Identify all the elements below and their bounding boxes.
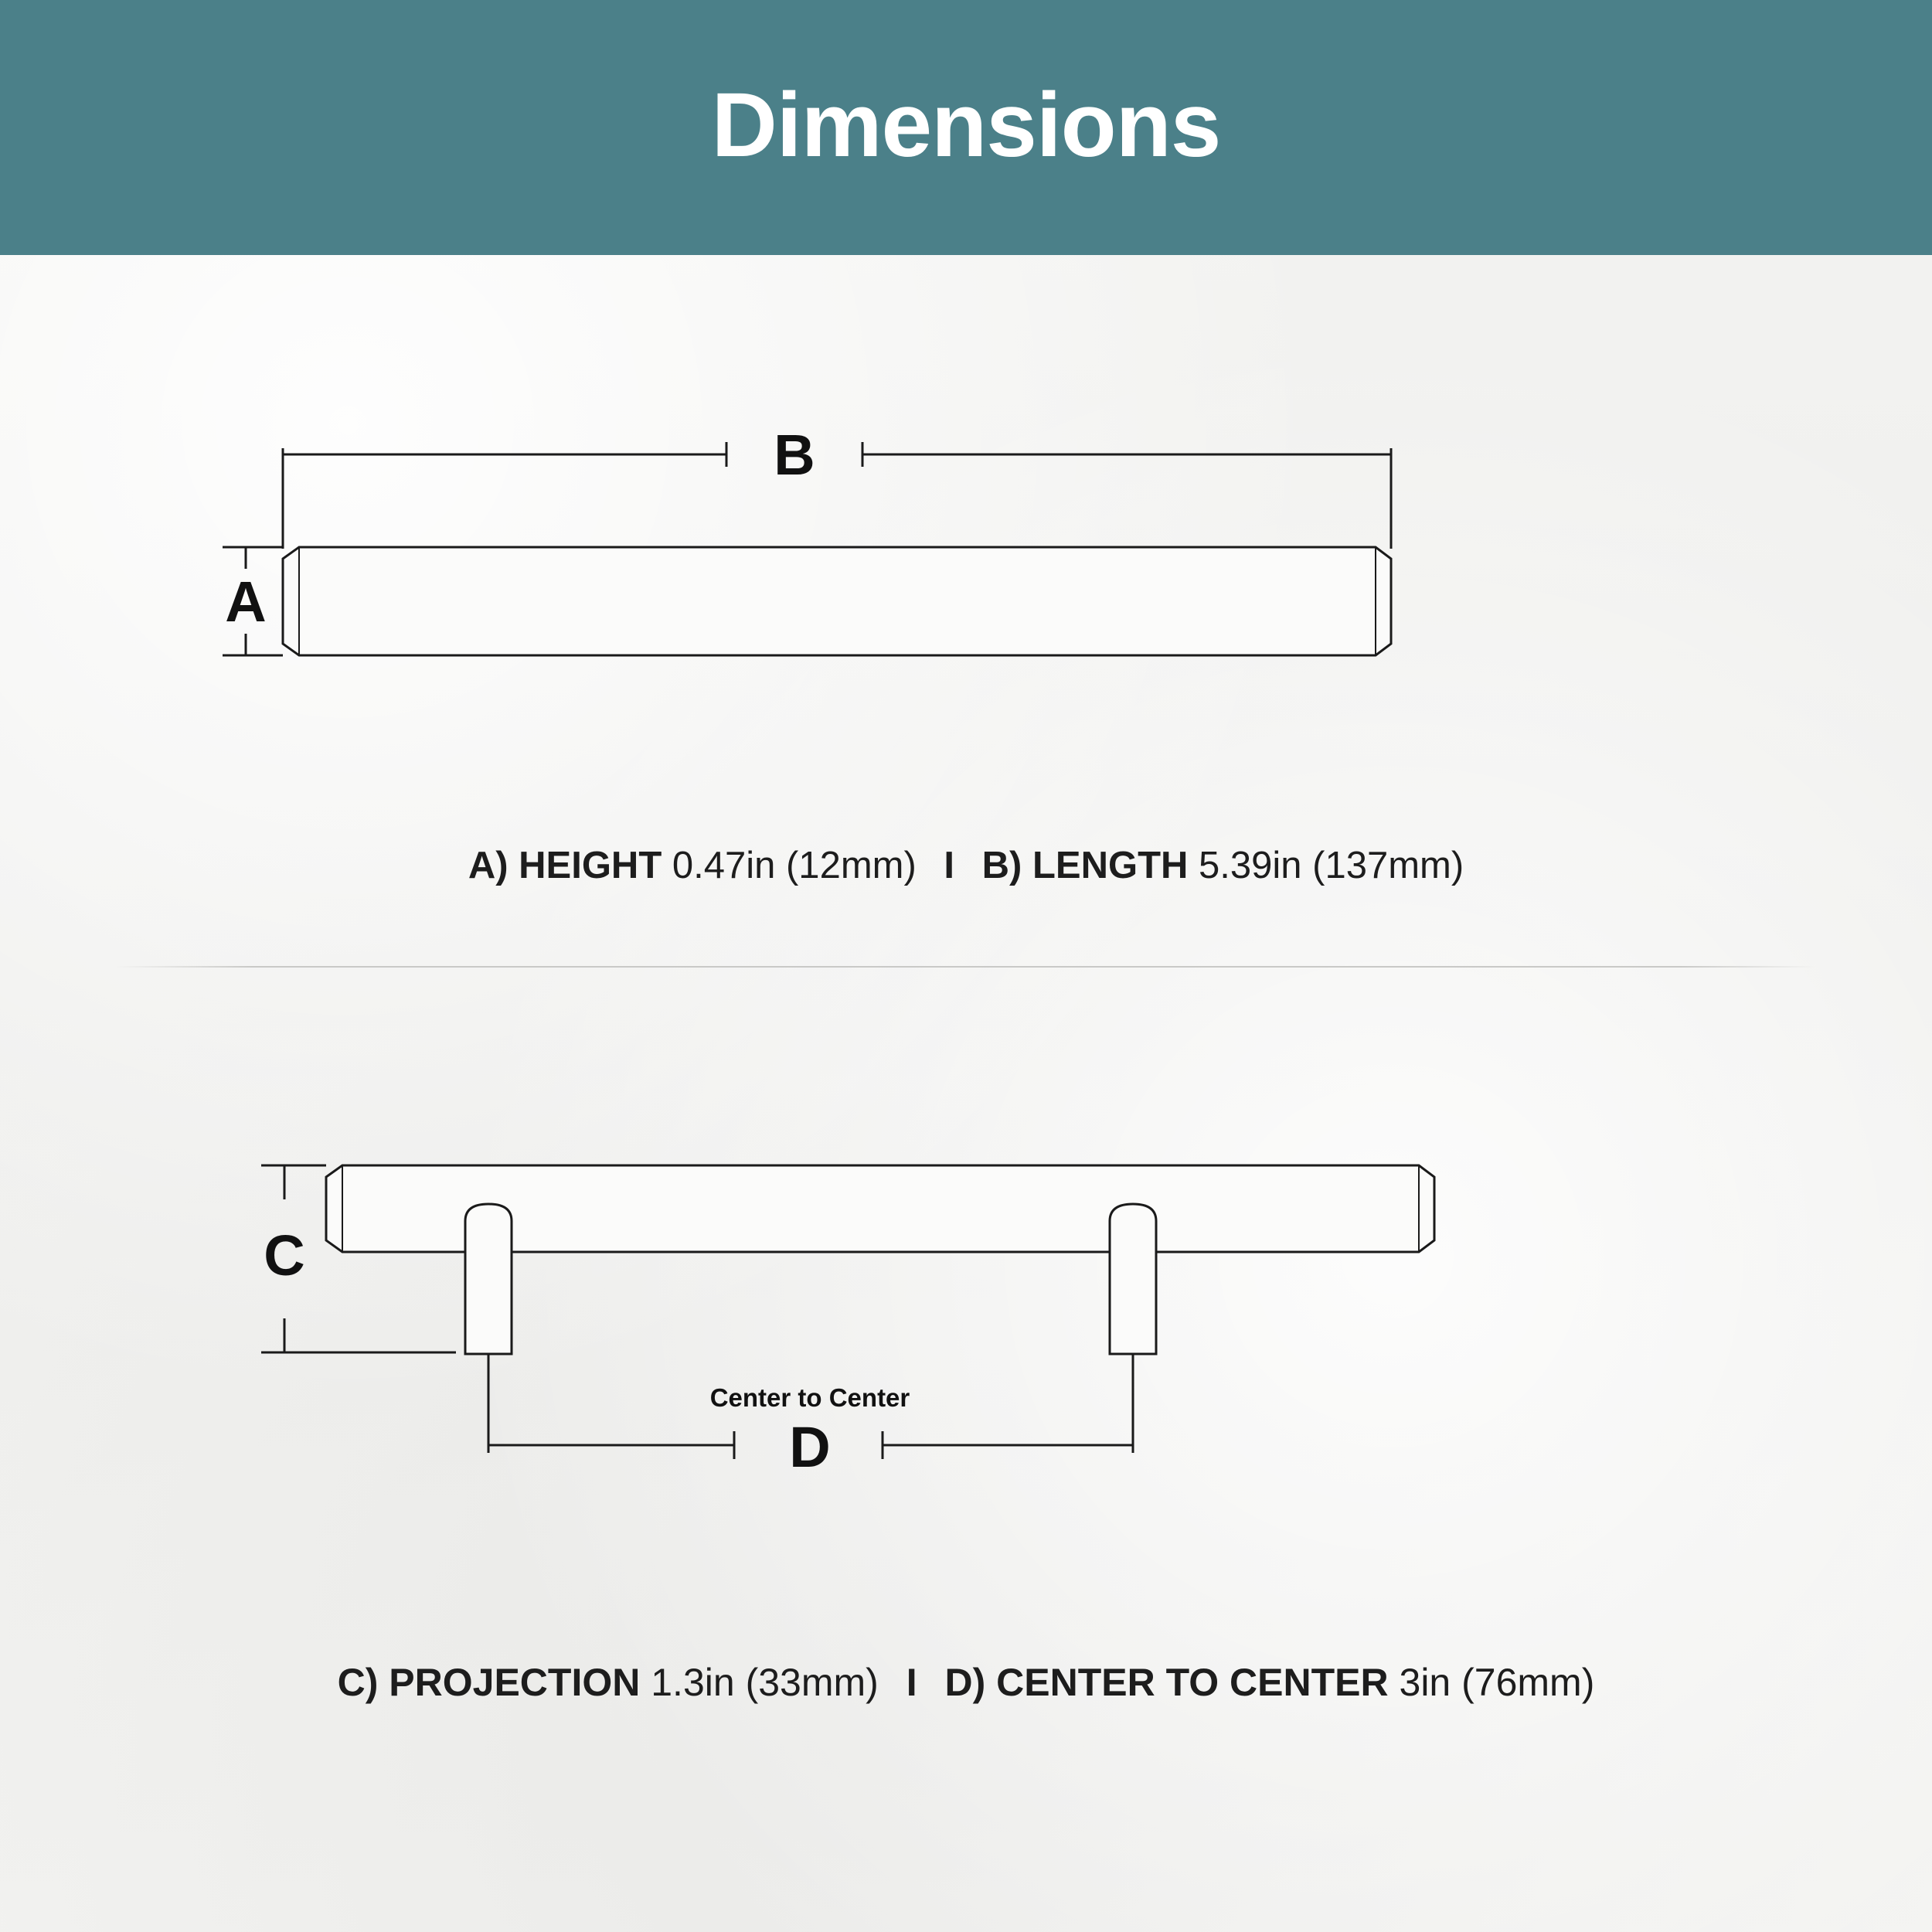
label-c: C xyxy=(264,1223,305,1287)
figure-top-view xyxy=(216,433,1607,804)
handle-front-view xyxy=(283,547,1391,655)
caption-bottom-label-c: C) PROJECTION xyxy=(337,1661,641,1704)
section-divider xyxy=(116,966,1816,968)
caption-bottom-value-c: 1.3in (33mm) xyxy=(651,1661,879,1704)
caption-bottom-separator: I xyxy=(906,1661,917,1704)
page-header xyxy=(0,0,1932,255)
caption-top-separator: I xyxy=(944,845,955,886)
caption-top xyxy=(0,844,1932,887)
caption-bottom xyxy=(0,1660,1932,1705)
caption-bottom-label-d: D) CENTER TO CENTER xyxy=(944,1661,1389,1704)
handle-post-left xyxy=(465,1204,512,1354)
handle-post-right xyxy=(1110,1204,1156,1354)
label-d: D xyxy=(789,1415,831,1479)
caption-top-value-a: 0.47in (12mm) xyxy=(672,845,917,886)
center-to-center-note: Center to Center xyxy=(709,1383,910,1412)
label-b: B xyxy=(774,433,815,487)
caption-top-label-a: A) HEIGHT xyxy=(468,845,662,886)
top-view-svg xyxy=(216,433,1607,804)
figure-side-view xyxy=(255,1128,1631,1607)
label-a: A xyxy=(225,570,267,634)
diagram-area xyxy=(0,255,1932,1932)
length-dimension-line xyxy=(283,442,1391,549)
page-title: Dimensions xyxy=(711,74,1221,176)
caption-bottom-value-d: 3in (76mm) xyxy=(1399,1661,1595,1704)
caption-top-value-b: 5.39in (137mm) xyxy=(1199,845,1464,886)
side-view-svg xyxy=(255,1128,1631,1607)
caption-top-label-b: B) LENGTH xyxy=(981,845,1189,886)
